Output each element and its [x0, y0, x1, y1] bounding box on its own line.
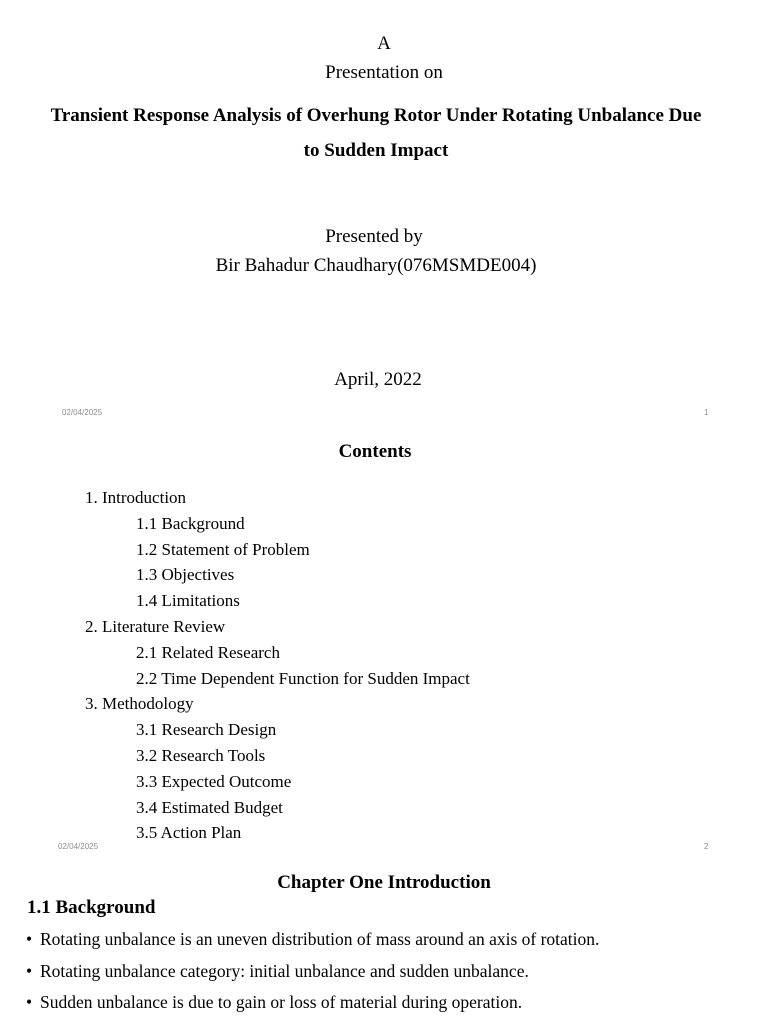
presentation-date: April, 2022	[334, 369, 422, 390]
presenter-name: Bir Bahadur Chaudhary(076MSMDE004)	[215, 255, 537, 276]
slide2-page-number: 2	[704, 842, 709, 851]
toc-item: 1.1 Background	[136, 513, 245, 533]
toc-item: 2.1 Related Research	[136, 642, 280, 662]
list-item	[26, 929, 746, 961]
toc-item: 1. Introduction	[85, 488, 187, 507]
bullet-icon: •	[26, 960, 33, 981]
presentation-title-line2: to Sudden Impact	[303, 140, 449, 161]
toc-item: 1.3 Objectives	[136, 565, 235, 585]
slide2-footer-date: 02/04/2025	[58, 842, 99, 851]
toc-item: 3.5 Action Plan	[136, 823, 242, 843]
bullet-icon: •	[26, 992, 33, 1012]
presented-by-label: Presented by	[325, 226, 423, 247]
section-heading-background: 1.1 Background	[27, 897, 156, 918]
toc-item: 3.2 Research Tools	[136, 745, 266, 765]
title-prefix: A	[377, 33, 391, 54]
toc-item: 3.4 Estimated Budget	[136, 797, 283, 817]
list-item	[26, 961, 746, 993]
bullet-icon: •	[26, 929, 33, 949]
bullet-list	[26, 929, 746, 1024]
presentation-on-label: Presentation on	[325, 62, 443, 83]
toc-item: 3.1 Research Design	[136, 720, 277, 740]
bullet-text: Sudden unbalance is due to gain or loss of material during operation.	[40, 992, 523, 1012]
contents-heading: Contents	[338, 441, 412, 462]
slide1-footer-date: 02/04/2025	[62, 408, 103, 417]
table-of-contents	[0, 485, 768, 846]
bullet-text: Rotating unbalance is an uneven distribution of mass around an axis of rotation.	[40, 929, 600, 949]
bullet-text: Rotating unbalance category: initial unbalance and sudden unbalance.	[40, 960, 529, 981]
presentation-title-line1: Transient Response Analysis of Overhung Rotor Under Rotating Unbalance Due	[50, 105, 702, 126]
toc-item: 2. Literature Review	[85, 616, 226, 636]
toc-item: 3. Methodology	[85, 694, 194, 714]
toc-item: 1.2 Statement of Problem	[136, 539, 310, 559]
toc-item: 1.4 Limitations	[136, 591, 240, 611]
toc-item: 3.3 Expected Outcome	[136, 771, 292, 791]
slide1-page-number: 1	[704, 408, 709, 417]
list-item	[26, 992, 746, 1024]
chapter-heading: Chapter One Introduction	[277, 872, 491, 893]
toc-item: 2.2 Time Dependent Function for Sudden Impact	[136, 668, 470, 688]
